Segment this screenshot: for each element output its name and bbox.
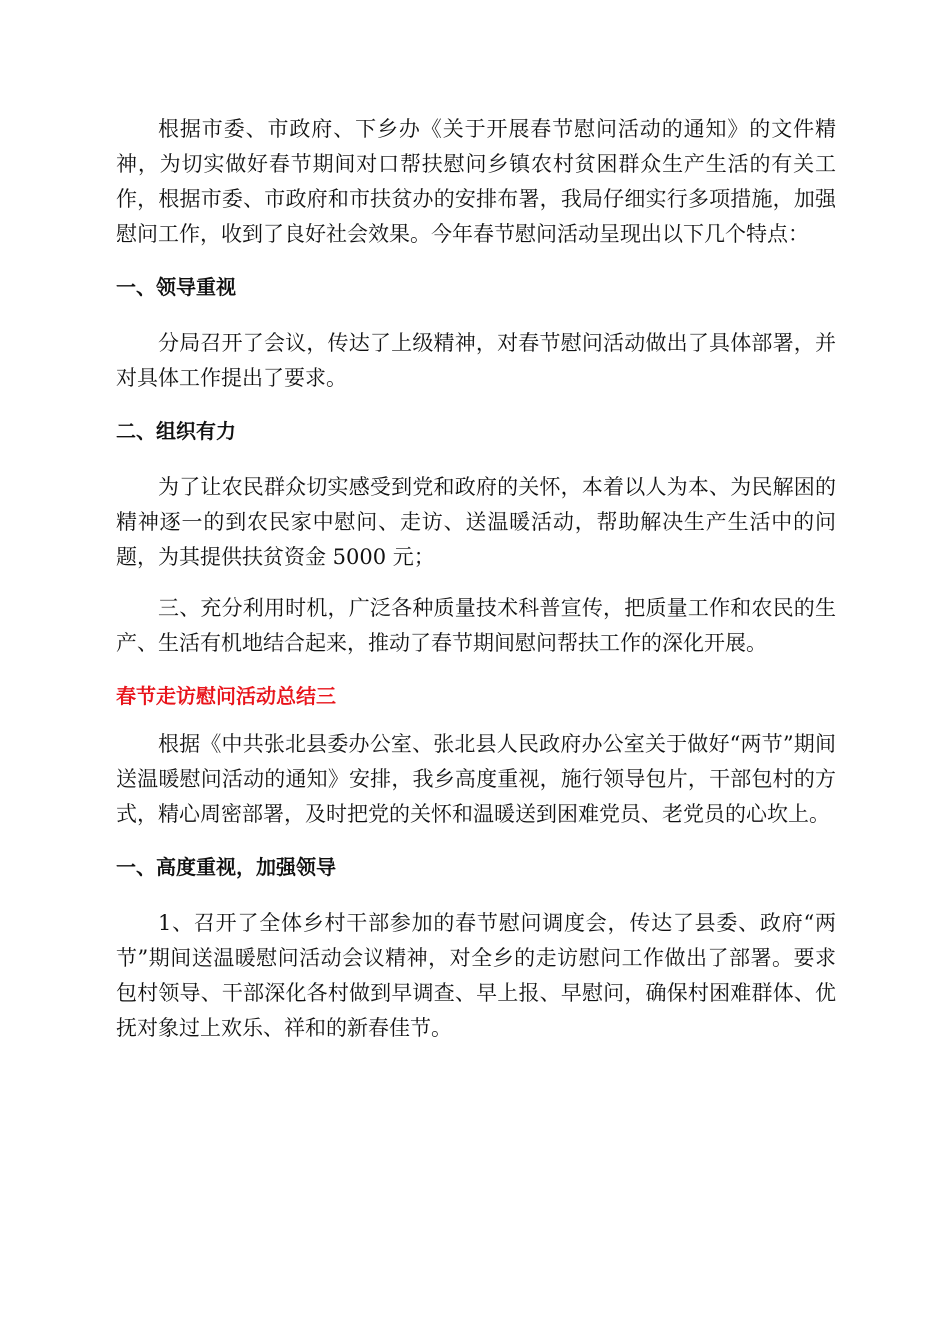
paragraph-organization: 为了让农民群众切实感受到党和政府的关怀，本着以人为本、为民解困的精神逐一的到农民家中慰问、走访、送温暖活动，帮助解决生产生活中的问题，为其提供扶贫资金 5000 元； xyxy=(116,475,836,569)
document-page xyxy=(116,112,836,1046)
section-heading-leadership: 一、领导重视 xyxy=(116,275,236,299)
summary-three-title: 春节走访慰问活动总结三 xyxy=(116,684,336,708)
paragraph-point-three: 三、充分利用时机，广泛各种质量技术科普宣传，把质量工作和农民的生产、生活有机地结合起来，推动了春节期间慰问帮扶工作的深化开展。 xyxy=(116,596,836,655)
intro-paragraph: 根据市委、市政府、下乡办《关于开展春节慰问活动的通知》的文件精神，为切实做好春节期间对口帮扶慰问乡镇农村贫困群众生产生活的有关工作，根据市委、市政府和市扶贫办的安排布署，我局仔细实行多项措施，加强慰问工作，收到了良好社会效果。今年春节慰问活动呈现出以下几个特点： xyxy=(116,117,836,246)
paragraph-summary-three-intro: 根据《中共张北县委办公室、张北县人民政府办公室关于做好“两节”期间送温暖慰问活动的通知》安排，我乡高度重视，施行领导包片，干部包村的方式，精心周密部署，及时把党的关怀和温暖送到困难党员、老党员的心坎上。 xyxy=(116,732,836,826)
paragraph-leadership: 分局召开了会议，传达了上级精神，对春节慰问活动做出了具体部署，并对具体工作提出了要求。 xyxy=(116,331,836,390)
section-heading-organization: 二、组织有力 xyxy=(116,419,236,443)
section-heading-attention: 一、高度重视，加强领导 xyxy=(116,855,336,879)
paragraph-meeting: 1、召开了全体乡村干部参加的春节慰问调度会，传达了县委、政府“两节”期间送温暖慰问活动会议精神，对全乡的走访慰问工作做出了部署。要求包村领导、干部深化各村做到早调查、早上报、早慰问，确保村困难群体、优抚对象过上欢乐、祥和的新春佳节。 xyxy=(116,911,836,1040)
